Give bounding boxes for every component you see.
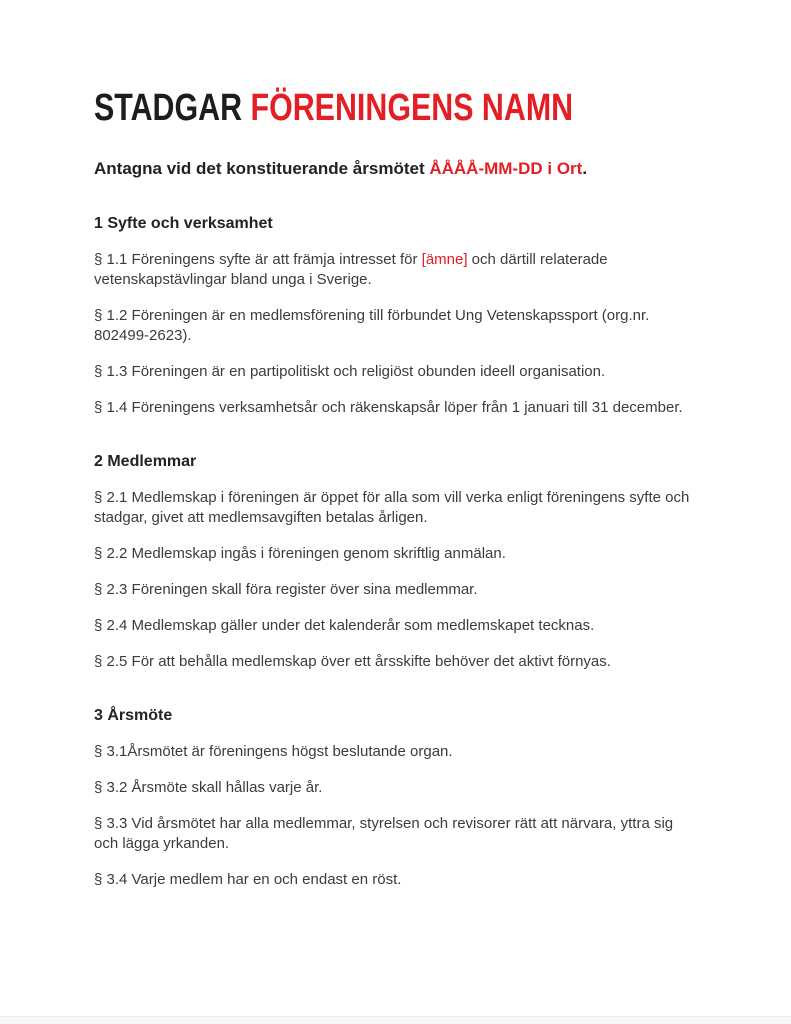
paragraph-3-1: § 3.1Årsmötet är föreningens högst beslutande organ. <box>94 743 453 760</box>
document-subtitle <box>94 158 695 180</box>
paragraph-2-3: § 2.3 Föreningen skall föra register över sina medlemmar. <box>94 581 478 598</box>
paragraph-3-3: § 3.3 Vid årsmötet har alla medlemmar, styrelsen och revisorer rätt att närvara, yttra sig och lägga yrkanden. <box>94 815 674 852</box>
subtitle-date-placeholder: ÅÅÅÅ-MM-DD i Ort <box>429 159 583 178</box>
paragraph-1-1-post: och därtill relaterade vetenskapstävlingar bland unga i Sverige. <box>94 251 608 288</box>
paragraph-1-1-subject-placeholder: [ämne] <box>421 251 468 268</box>
section-heading-3: 3 Årsmöte <box>94 707 173 724</box>
paragraph-1-1-pre: § 1.1 Föreningens syfte är att främja intresset för <box>94 251 422 268</box>
section-heading-1: 1 Syfte och verksamhet <box>94 215 273 232</box>
paragraph-3-4: § 3.4 Varje medlem har en och endast en röst. <box>94 871 402 888</box>
document-title <box>94 86 695 130</box>
paragraph-2-5: § 2.5 För att behålla medlemskap över ett årsskifte behöver det aktivt förnyas. <box>94 653 611 670</box>
paragraph-1-3: § 1.3 Föreningen är en partipolitiskt och religiöst obunden ideell organisation. <box>94 363 606 380</box>
title-accent: FÖRENINGENS NAMN <box>250 87 574 129</box>
page-bottom-edge <box>0 1016 791 1024</box>
section-heading-2: 2 Medlemmar <box>94 453 197 470</box>
paragraph-2-2: § 2.2 Medlemskap ingås i föreningen genom skriftlig anmälan. <box>94 545 506 562</box>
paragraph-1-2: § 1.2 Föreningen är en medlemsförening till förbundet Ung Vetenskapssport (org.nr. 802499-2623). <box>94 307 650 344</box>
subtitle-post: . <box>582 159 588 178</box>
paragraph-1-1 <box>94 250 695 290</box>
paragraph-2-4: § 2.4 Medlemskap gäller under det kalenderår som medlemskapet tecknas. <box>94 617 595 634</box>
subtitle-pre: Antagna vid det konstituerande årsmötet <box>94 159 430 178</box>
paragraph-2-1: § 2.1 Medlemskap i föreningen är öppet för alla som vill verka enligt föreningens syfte och stadgar, givet att medlemsavgiften betalas årligen. <box>94 489 690 526</box>
paragraph-1-4: § 1.4 Föreningens verksamhetsår och räkenskapsår löper från 1 januari till 31 december. <box>94 399 683 416</box>
title-main: STADGAR <box>94 87 243 129</box>
paragraph-3-2: § 3.2 Årsmöte skall hållas varje år. <box>94 779 323 796</box>
document-title-inner <box>94 86 573 130</box>
